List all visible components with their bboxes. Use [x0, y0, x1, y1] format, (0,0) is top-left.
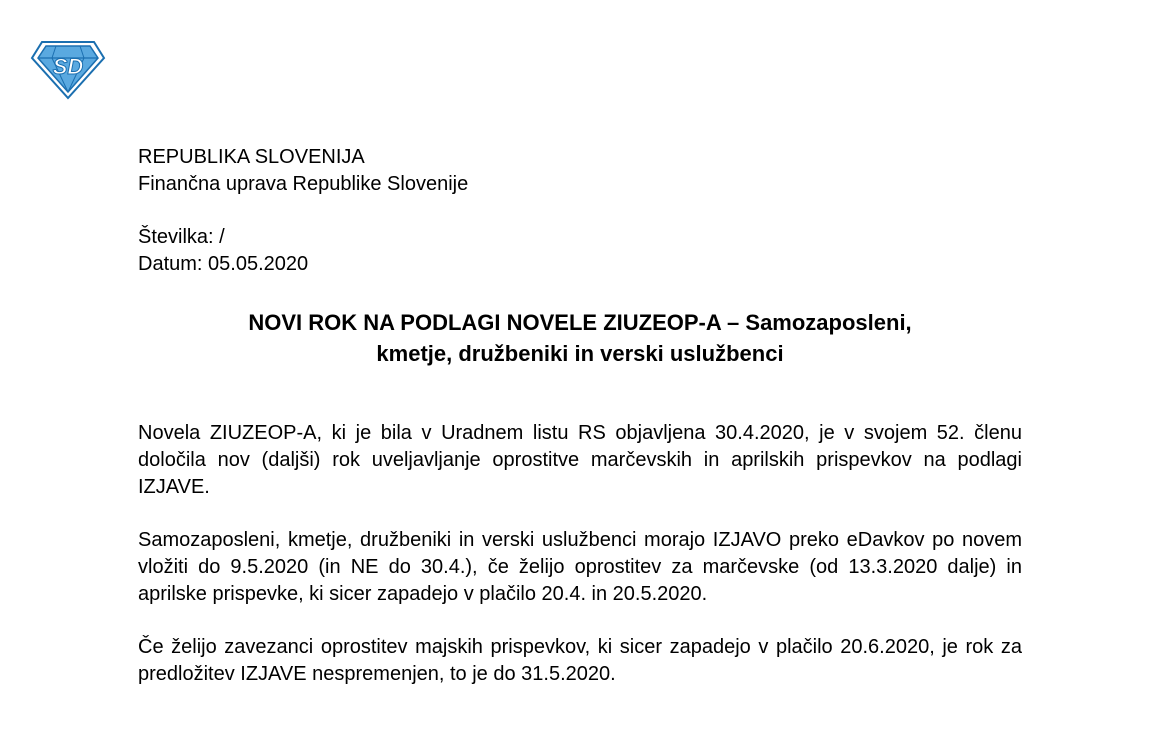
number-value: /	[219, 226, 225, 248]
date-value: 05.05.2020	[208, 253, 309, 275]
paragraph-2: Samozaposleni, kmetje, družbeniki in verski uslužbenci morajo IZJAVO preko eDavkov po novem vložiti do 9.5.2020 (in NE do 30.4.), če želijo oprostitev za marčevske (od 13.3.2020 dalje) in aprilske prispevke, ki sicer zapadejo v plačilo 20.4. in 20.5.2020.	[138, 529, 1022, 605]
title-line-2: kmetje, družbeniki in verski uslužbenci	[376, 341, 784, 366]
sd-logo	[30, 38, 106, 100]
document-body	[138, 420, 1022, 714]
title-line-1: NOVI ROK NA PODLAGI NOVELE ZIUZEOP-A – Samozaposleni,	[248, 310, 912, 335]
paragraph-3: Če želijo zavezanci oprostitev majskih prispevkov, ki sicer zapadejo v plačilo 20.6.2020, je rok za predložitev IZJAVE nespremenjen, to je do 31.5.2020.	[138, 636, 1022, 685]
document-title	[138, 307, 1022, 369]
logo-text: SD	[52, 54, 84, 79]
document-meta	[138, 224, 308, 278]
country-name: REPUBLIKA SLOVENIJA	[138, 146, 365, 168]
issuer-header	[138, 144, 468, 198]
document-number	[138, 224, 308, 251]
paragraph-1: Novela ZIUZEOP-A, ki je bila v Uradnem listu RS objavljena 30.4.2020, je v svojem 52. členu določila nov (daljši) rok uveljavljanje oprostitve marčevskih in aprilskih prispevkov na podlagi IZJAVE.	[138, 422, 1022, 498]
date-label: Datum:	[138, 253, 203, 275]
number-label: Številka:	[138, 226, 214, 248]
document-date	[138, 251, 308, 278]
sd-diamond-logo-icon	[30, 38, 106, 100]
agency-name: Finančna uprava Republike Slovenije	[138, 173, 469, 195]
